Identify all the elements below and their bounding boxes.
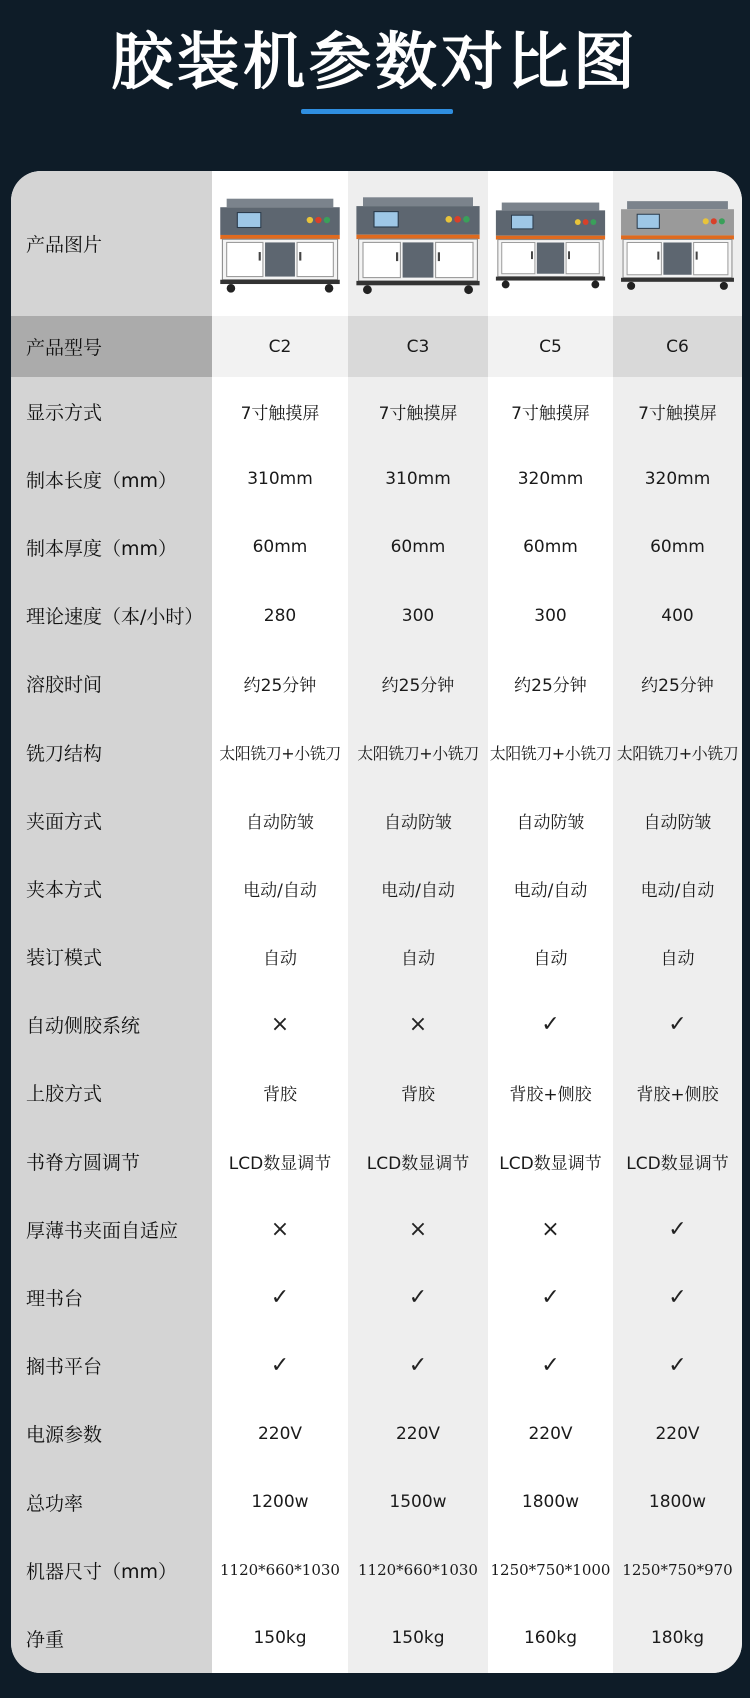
row-label: 铣刀结构 [11,718,212,786]
spec-value: 电动/自动 [488,854,613,922]
spec-value: 自动防皱 [613,786,742,854]
spec-value: LCD数显调节 [212,1127,348,1195]
spec-value: 1800w [613,1468,742,1536]
row-label: 装订模式 [11,923,212,991]
spec-value: 300 [488,582,613,650]
spec-value: 太阳铣刀+小铣刀 [212,718,348,786]
spec-value: 220V [488,1400,613,1468]
spec-value: 电动/自动 [613,854,742,922]
spec-value: 自动防皱 [348,786,488,854]
spec-value: 约25分钟 [348,650,488,718]
spec-value: 自动 [613,923,742,991]
spec-value: 7寸触摸屏 [212,377,348,445]
row-label: 厚薄书夹面自适应 [11,1195,212,1263]
cross-icon: × [348,1195,488,1263]
spec-value: 背胶+侧胶 [613,1059,742,1127]
check-icon: ✓ [613,1263,742,1331]
spec-value: 1120*660*1030 [348,1536,488,1604]
row-label: 净重 [11,1604,212,1672]
spec-value: 约25分钟 [212,650,348,718]
spec-value: 约25分钟 [613,650,742,718]
spec-value: 1250*750*1000 [488,1536,613,1604]
product-image-c5 [488,171,613,316]
row-label: 书脊方圆调节 [11,1127,212,1195]
spec-value: 7寸触摸屏 [488,377,613,445]
spec-value: 280 [212,582,348,650]
product-image-c2 [212,171,348,316]
row-label: 电源参数 [11,1400,212,1468]
spec-value: 7寸触摸屏 [613,377,742,445]
spec-value: 太阳铣刀+小铣刀 [613,718,742,786]
check-icon: ✓ [488,991,613,1059]
spec-value: LCD数显调节 [348,1127,488,1195]
spec-value: 300 [348,582,488,650]
check-icon: ✓ [613,1195,742,1263]
spec-value: 220V [613,1400,742,1468]
row-label-product-image: 产品图片 [11,171,212,316]
spec-value: 310mm [348,445,488,513]
row-label: 机器尺寸（mm） [11,1536,212,1604]
spec-value: 电动/自动 [348,854,488,922]
spec-value: 自动 [488,923,613,991]
row-label: 夹本方式 [11,854,212,922]
model-cell: C5 [488,316,613,377]
spec-value: 太阳铣刀+小铣刀 [348,718,488,786]
spec-value: 1200w [212,1468,348,1536]
spec-value: 7寸触摸屏 [348,377,488,445]
row-label: 制本厚度（mm） [11,513,212,581]
title-underline [301,109,453,114]
binding-machine-image [352,177,484,310]
spec-value: 150kg [212,1604,348,1672]
binding-machine-image [216,177,344,310]
spec-value: 1500w [348,1468,488,1536]
spec-value: 自动防皱 [212,786,348,854]
spec-value: LCD数显调节 [488,1127,613,1195]
row-label: 自动侧胶系统 [11,991,212,1059]
spec-value: 1800w [488,1468,613,1536]
spec-value: 60mm [613,513,742,581]
spec-value: 320mm [488,445,613,513]
spec-value: 160kg [488,1604,613,1672]
spec-value: 自动 [348,923,488,991]
cross-icon: × [488,1195,613,1263]
spec-value: 320mm [613,445,742,513]
cross-icon: × [212,991,348,1059]
spec-value: 60mm [488,513,613,581]
spec-value: 180kg [613,1604,742,1672]
spec-value: 太阳铣刀+小铣刀 [488,718,613,786]
model-cell: C6 [613,316,742,377]
spec-value: 背胶 [212,1059,348,1127]
page-title: 胶装机参数对比图 [110,25,639,98]
spec-value: 1120*660*1030 [212,1536,348,1604]
check-icon: ✓ [348,1263,488,1331]
spec-value: 150kg [348,1604,488,1672]
check-icon: ✓ [613,1332,742,1400]
row-label: 溶胶时间 [11,650,212,718]
row-label: 夹面方式 [11,786,212,854]
spec-value: 1250*750*970 [613,1536,742,1604]
check-icon: ✓ [488,1263,613,1331]
spec-value: 60mm [348,513,488,581]
check-icon: ✓ [613,991,742,1059]
row-label: 理书台 [11,1263,212,1331]
cross-icon: × [348,991,488,1059]
row-label: 搁书平台 [11,1332,212,1400]
cross-icon: × [212,1195,348,1263]
spec-value: 400 [613,582,742,650]
check-icon: ✓ [488,1332,613,1400]
spec-value: 60mm [212,513,348,581]
check-icon: ✓ [212,1332,348,1400]
spec-value: 约25分钟 [488,650,613,718]
model-cell: C3 [348,316,488,377]
spec-value: LCD数显调节 [613,1127,742,1195]
spec-value: 自动 [212,923,348,991]
spec-value: 310mm [212,445,348,513]
row-label-model: 产品型号 [11,316,212,377]
comparison-table [11,171,742,1673]
model-cell: C2 [212,316,348,377]
row-label: 上胶方式 [11,1059,212,1127]
product-image-c3 [348,171,488,316]
spec-value: 背胶 [348,1059,488,1127]
spec-value: 背胶+侧胶 [488,1059,613,1127]
binding-machine-image [617,177,738,310]
row-label: 总功率 [11,1468,212,1536]
spec-value: 自动防皱 [488,786,613,854]
check-icon: ✓ [348,1332,488,1400]
row-label: 理论速度（本/小时） [11,582,212,650]
spec-value: 220V [212,1400,348,1468]
product-image-c6 [613,171,742,316]
row-label: 制本长度（mm） [11,445,212,513]
binding-machine-image [492,177,609,310]
spec-value: 220V [348,1400,488,1468]
check-icon: ✓ [212,1263,348,1331]
row-label: 显示方式 [11,377,212,445]
spec-value: 电动/自动 [212,854,348,922]
